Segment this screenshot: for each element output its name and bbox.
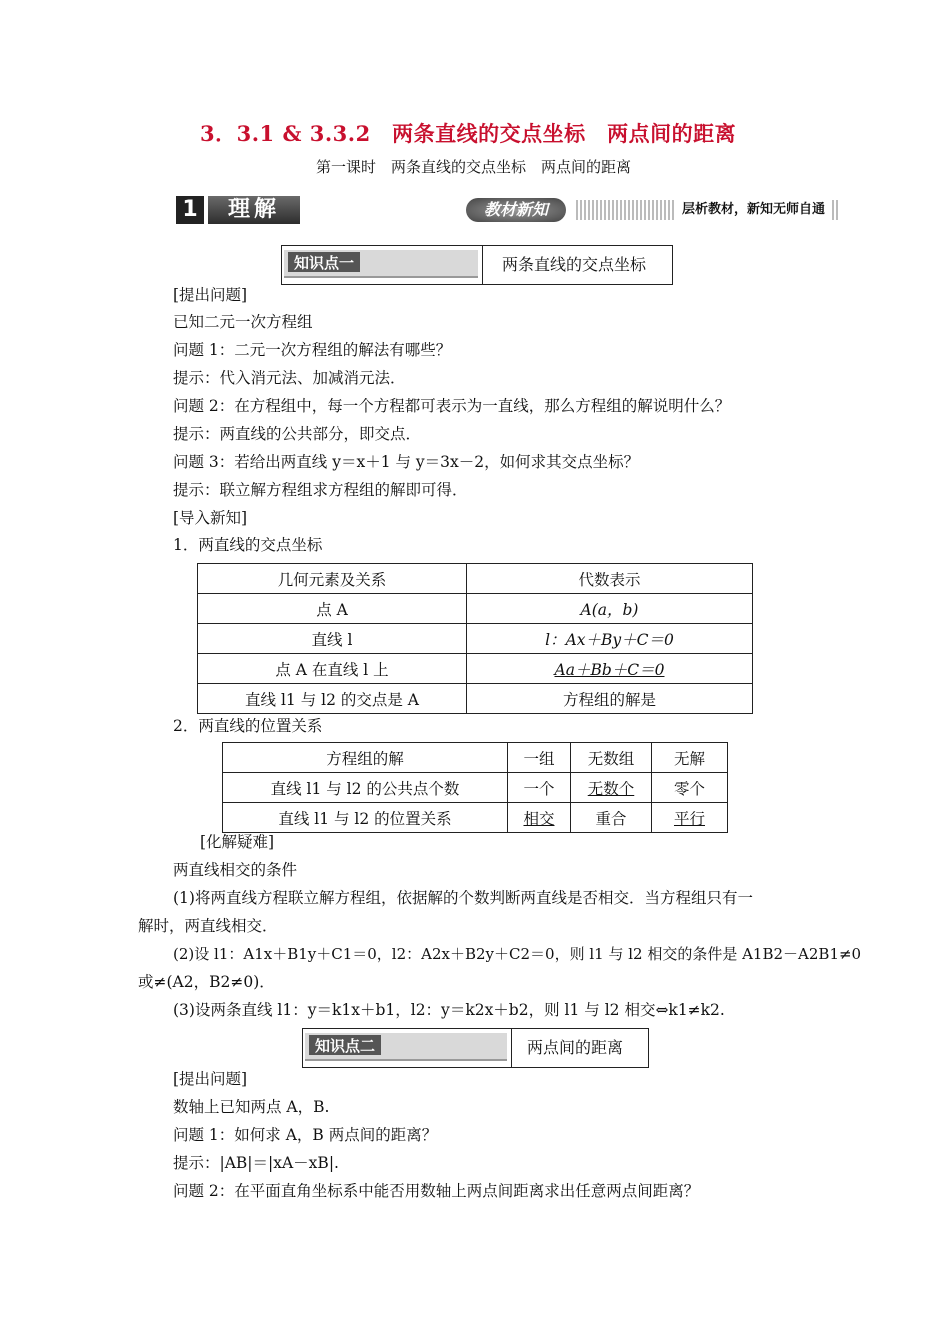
hint-1: 提示：代入消元法、加减消元法．: [173, 369, 406, 387]
table-row: 直线 l1 与 l2 的位置关系 相交 重合 平行: [223, 803, 728, 833]
subheading-2: 2．两直线的位置关系: [173, 717, 323, 735]
banner-number: 1: [176, 196, 204, 224]
condition-2-line-2: 或≠(A2，B2≠0)．: [138, 973, 275, 991]
section-banner: [176, 196, 840, 224]
banner-main-label: 理解: [208, 196, 300, 224]
position-relation-table: [222, 742, 728, 833]
question-1: 问题 1：二元一次方程组的解法有哪些？: [173, 341, 452, 359]
condition-1-line-1: (1)将两直线方程联立解方程组，依据解的个数判断两直线是否相交．当方程组只有一: [173, 889, 753, 907]
knowledge-point-label: 两点间的距离: [527, 1038, 624, 1057]
knowledge-point-tag: 知识点一: [284, 250, 478, 278]
question-2: 问题 2：在方程组中，每一个方程都可表示为一直线，那么方程组的解说明什么？: [173, 397, 731, 415]
question-2-1: 问题 1：如何求 A，B 两点间的距离？: [173, 1126, 438, 1144]
table-row: 点 A A(a，b): [198, 594, 753, 624]
table-row: 直线 l1 与 l2 的交点是 A 方程组的解是: [198, 684, 753, 714]
table-row: 几何元素及关系 代数表示: [198, 564, 753, 594]
condition-3: (3)设两条直线 l1：y＝k1x＋b1，l2：y＝k2x＋b2，则 l1 与 l2 相交⇔k1≠k2.: [173, 1001, 725, 1019]
intro-text-2: 数轴上已知两点 A，B.: [173, 1098, 330, 1116]
hint-2-1: 提示：|AB|＝|xA－xB|.: [173, 1154, 339, 1172]
question-2-2: 问题 2：在平面直角坐标系中能否用数轴上两点间距离求出任意两点间距离？: [173, 1182, 700, 1200]
table-row: 方程组的解 一组 无数组 无解: [223, 743, 728, 773]
knowledge-point-tag: 知识点二: [305, 1033, 507, 1061]
pose-question-heading: [提出问题]: [173, 286, 248, 304]
condition-1-line-2: 解时，两直线相交．: [138, 917, 278, 935]
banner-tagline: 层析教材，新知无师自通: [676, 200, 831, 220]
intersection-table: [197, 563, 753, 714]
new-knowledge-heading: [导入新知]: [173, 509, 248, 527]
knowledge-point-box-2: [302, 1028, 649, 1068]
page-title: 3．3.1 & 3.3.2 两条直线的交点坐标 两点间的距离: [200, 121, 737, 146]
question-3: 问题 3：若给出两直线 y＝x＋1 与 y＝3x－2，如何求其交点坐标？: [173, 453, 640, 471]
pose-question-heading-2: [提出问题]: [173, 1070, 248, 1088]
knowledge-point-box-1: [281, 245, 673, 285]
condition-2-line-1: (2)设 l1：A1x＋B1y＋C1＝0，l2：A2x＋B2y＋C2＝0，则 l1 与 l2 相交的条件是 A1B2－A2B1≠0: [173, 945, 862, 963]
subheading-1: 1．两直线的交点坐标: [173, 536, 323, 554]
condition-title: 两直线相交的条件: [173, 861, 298, 879]
table-row: 直线 l l：Ax＋By＋C＝0: [198, 624, 753, 654]
hint-3: 提示：联立解方程组求方程组的解即可得．: [173, 481, 468, 499]
intro-text: 已知二元一次方程组: [173, 313, 313, 331]
table-row: 点 A 在直线 l 上 Aa＋Bb＋C＝0: [198, 654, 753, 684]
hint-2: 提示：两直线的公共部分，即交点．: [173, 425, 422, 443]
banner-badge: 教材新知: [466, 198, 566, 222]
resolve-difficulty-heading: [化解疑难]: [200, 833, 275, 851]
page-subtitle: 第一课时 两条直线的交点坐标 两点间的距离: [316, 158, 632, 176]
table-row: 直线 l1 与 l2 的公共点个数 一个 无数个 零个: [223, 773, 728, 803]
knowledge-point-label: 两条直线的交点坐标: [502, 255, 647, 274]
